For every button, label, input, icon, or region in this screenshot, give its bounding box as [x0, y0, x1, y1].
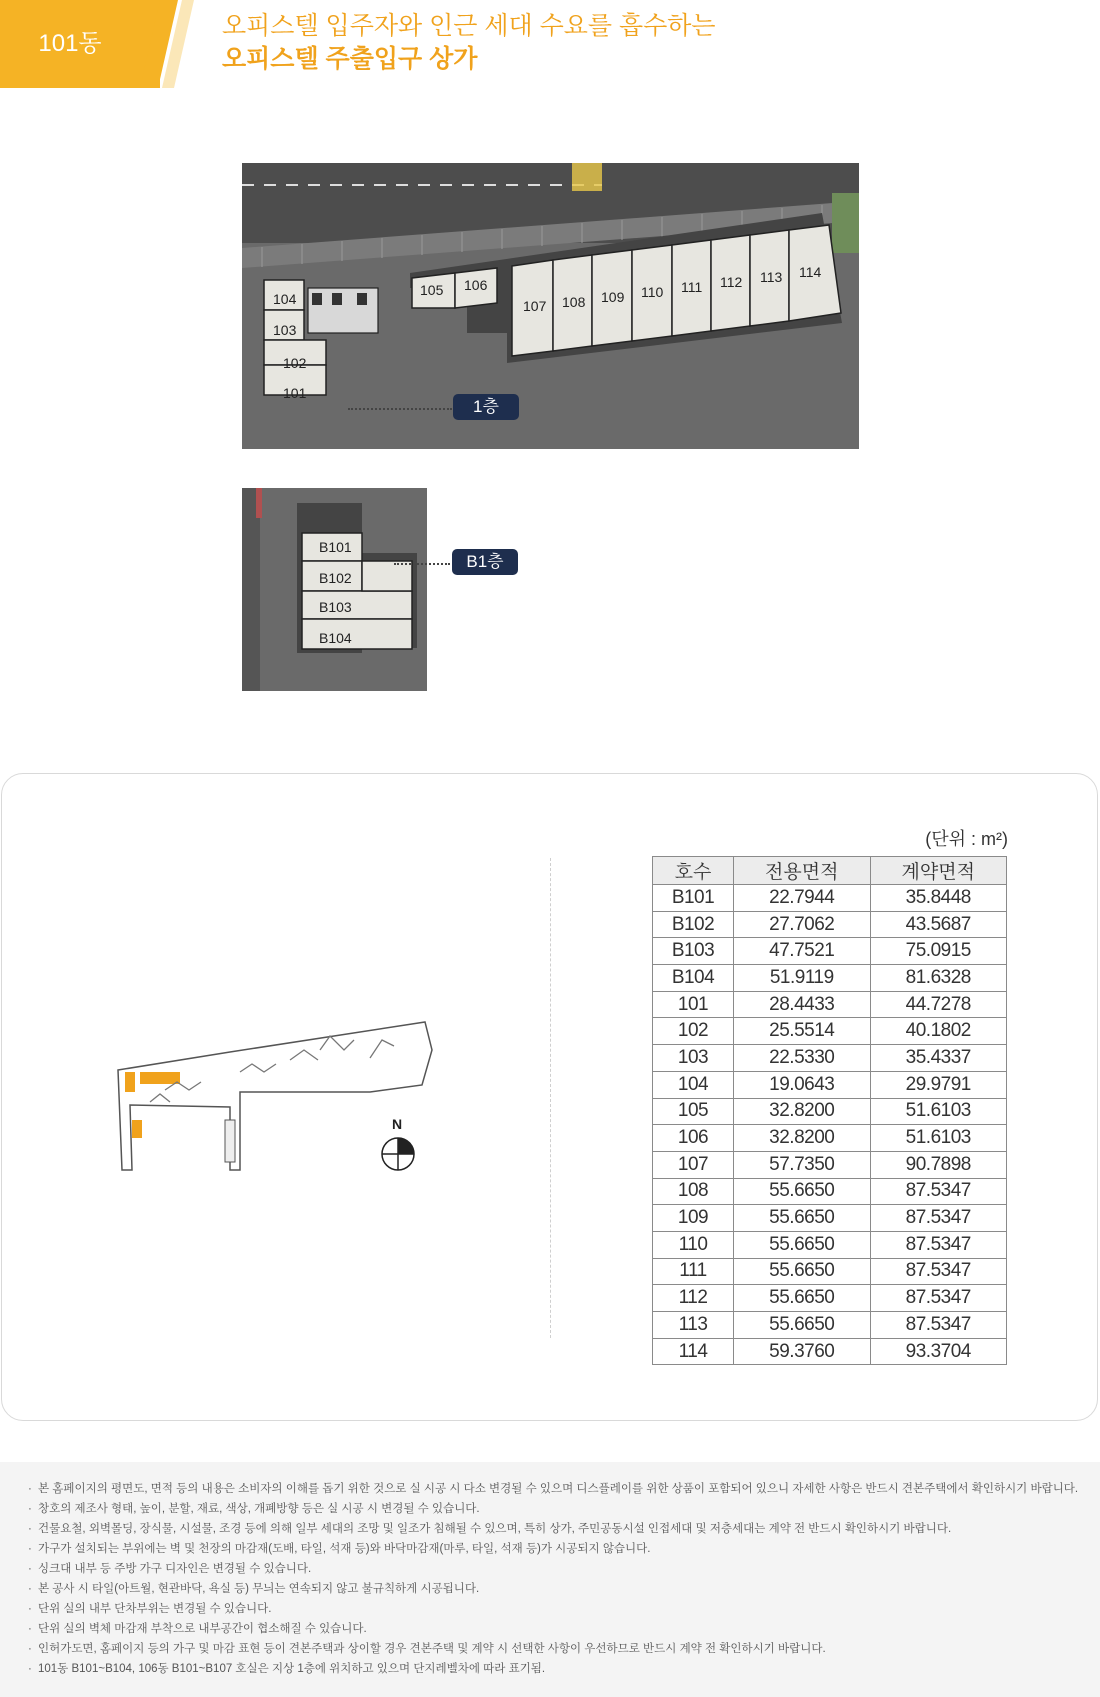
panel-divider — [550, 858, 551, 1338]
table-row — [653, 1178, 1007, 1205]
unit-cell: 109 — [653, 1205, 734, 1232]
unit-cell: 113 — [653, 1312, 734, 1339]
contract-area-cell: 90.7898 — [870, 1151, 1007, 1178]
table-row — [653, 1018, 1007, 1045]
contract-area-cell: 87.5347 — [870, 1178, 1007, 1205]
headline-line-1: 오피스텔 입주자와 인근 세대 수요를 흡수하는 — [222, 12, 716, 40]
table-header-row — [653, 857, 1007, 885]
unit-110-label: 110 — [641, 284, 664, 300]
floorB1-plan — [242, 488, 427, 691]
contract-area-cell: 40.1802 — [870, 1018, 1007, 1045]
unit-104-label: 104 — [273, 291, 297, 307]
unit-cell: 105 — [653, 1098, 734, 1125]
exclusive-area-cell: 28.4433 — [734, 991, 871, 1018]
note-item: · 건물요철, 외벽몰딩, 장식물, 시설물, 조경 등에 의해 일부 세대의 조망 및 일조가 침해될 수 있으며, 특히 상가, 주민공동시설 인접세대 및 저층세대는 계약 전 반드시 확인하시기 바랍니다. — [28, 1519, 1100, 1539]
table-row — [653, 1312, 1007, 1339]
exclusive-area-cell: 27.7062 — [734, 911, 871, 938]
unit-label: (단위 : m²) — [925, 829, 1008, 849]
table-row — [653, 885, 1007, 912]
unit-cell: B104 — [653, 965, 734, 992]
unit-108-label: 108 — [562, 294, 586, 310]
headline-line-2: 오피스텔 주출입구 상가 — [222, 45, 478, 73]
table-row — [653, 1205, 1007, 1232]
exclusive-area-cell: 55.6650 — [734, 1178, 871, 1205]
floor1-tag: 1층 — [453, 394, 519, 420]
contract-area-cell: 87.5347 — [870, 1312, 1007, 1339]
unit-cell: 114 — [653, 1338, 734, 1365]
note-item: · 창호의 제조사 형태, 높이, 분할, 재료, 색상, 개폐방향 등은 실 시공 시 변경될 수 있습니다. — [28, 1499, 1100, 1519]
note-item: · 본 홈페이지의 평면도, 면적 등의 내용은 소비자의 이해를 돕기 위한 것으로 실 시공 시 다소 변경될 수 있으며 디스플레이를 위한 상품이 포함되어 있으니 자세한 사항은 반드시 견본주택에서 확인하시기 바랍니다. — [28, 1479, 1100, 1499]
unit-cell: B102 — [653, 911, 734, 938]
unit-cell: 103 — [653, 1045, 734, 1072]
contract-area-cell: 81.6328 — [870, 965, 1007, 992]
exclusive-area-cell: 57.7350 — [734, 1151, 871, 1178]
unit-cell: 108 — [653, 1178, 734, 1205]
unit-cell: 107 — [653, 1151, 734, 1178]
table-row — [653, 991, 1007, 1018]
unit-cell: 101 — [653, 991, 734, 1018]
contract-area-cell: 75.0915 — [870, 938, 1007, 965]
unit-cell: B103 — [653, 938, 734, 965]
floorB1-leader-line — [394, 563, 450, 565]
floorB1-tag: B1층 — [452, 549, 518, 575]
col-exclusive-area-header: 전용면적 — [734, 857, 871, 885]
exclusive-area-cell: 47.7521 — [734, 938, 871, 965]
unit-cell: 110 — [653, 1231, 734, 1258]
unit-102-label: 102 — [283, 355, 307, 371]
badge-stripe — [138, 0, 198, 88]
unit-cell: 106 — [653, 1125, 734, 1152]
contract-area-cell: 35.8448 — [870, 885, 1007, 912]
note-item: · 가구가 설치되는 부위에는 벽 및 천장의 마감재(도배, 타일, 석재 등)와 바닥마감재(마루, 타일, 석재 등)가 시공되지 않습니다. — [28, 1539, 1100, 1559]
col-unit-header: 호수 — [653, 857, 734, 885]
exclusive-area-cell: 59.3760 — [734, 1338, 871, 1365]
note-item: · 단위 실의 벽체 마감재 부착으로 내부공간이 협소해질 수 있습니다. — [28, 1619, 1100, 1639]
table-row — [653, 938, 1007, 965]
unit-105-label: 105 — [420, 282, 444, 298]
exclusive-area-cell: 32.8200 — [734, 1098, 871, 1125]
contract-area-cell: 93.3704 — [870, 1338, 1007, 1365]
contract-area-cell: 51.6103 — [870, 1098, 1007, 1125]
note-item: · 101동 B101~B104, 106동 B101~B107 호실은 지상 1층에 위치하고 있으며 단지레벨차에 따라 표기됨. — [28, 1659, 1100, 1679]
unit-112-label: 112 — [720, 274, 743, 290]
table-row — [653, 965, 1007, 992]
table-row — [653, 1231, 1007, 1258]
building-label: 101동 — [38, 30, 102, 57]
exclusive-area-cell: 22.5330 — [734, 1045, 871, 1072]
table-row — [653, 1045, 1007, 1072]
table-row — [653, 1285, 1007, 1312]
contract-area-cell: 43.5687 — [870, 911, 1007, 938]
exclusive-area-cell: 55.6650 — [734, 1312, 871, 1339]
exclusive-area-cell: 55.6650 — [734, 1205, 871, 1232]
unit-b101-label: B101 — [319, 539, 352, 555]
area-table — [652, 856, 1007, 1365]
unit-b104-label: B104 — [319, 630, 352, 646]
unit-cell: 102 — [653, 1018, 734, 1045]
unit-101-label: 101 — [283, 385, 307, 401]
contract-area-cell: 87.5347 — [870, 1205, 1007, 1232]
contract-area-cell: 87.5347 — [870, 1231, 1007, 1258]
unit-cell: 111 — [653, 1258, 734, 1285]
table-row — [653, 1338, 1007, 1365]
contract-area-cell: 87.5347 — [870, 1258, 1007, 1285]
note-item: · 본 공사 시 타일(아트월, 현관바닥, 욕실 등) 무늬는 연속되지 않고 불규칙하게 시공됩니다. — [28, 1579, 1100, 1599]
table-row — [653, 1125, 1007, 1152]
unit-b103-label: B103 — [319, 599, 352, 615]
unit-cell: 112 — [653, 1285, 734, 1312]
col-contract-area-header: 계약면적 — [870, 857, 1007, 885]
exclusive-area-cell: 55.6650 — [734, 1258, 871, 1285]
exclusive-area-cell: 55.6650 — [734, 1231, 871, 1258]
table-row — [653, 1098, 1007, 1125]
note-item: · 단위 실의 내부 단차부위는 변경될 수 있습니다. — [28, 1599, 1100, 1619]
exclusive-area-cell: 19.0643 — [734, 1071, 871, 1098]
unit-111-label: 111 — [681, 279, 703, 295]
unit-b102-label: B102 — [319, 570, 352, 586]
disclaimer-notes — [0, 1462, 1100, 1697]
unit-109-label: 109 — [601, 289, 625, 305]
page-headline — [222, 10, 716, 76]
floor1-leader-line — [348, 408, 452, 410]
exclusive-area-cell: 22.7944 — [734, 885, 871, 912]
contract-area-cell: 87.5347 — [870, 1285, 1007, 1312]
compass-icon — [380, 1136, 416, 1172]
unit-107-label: 107 — [523, 298, 547, 314]
note-item: · 싱크대 내부 등 주방 가구 디자인은 변경될 수 있습니다. — [28, 1559, 1100, 1579]
exclusive-area-cell: 55.6650 — [734, 1285, 871, 1312]
table-row — [653, 1071, 1007, 1098]
note-item: · 인허가도면, 홈페이지 등의 가구 및 마감 표현 등이 견본주택과 상이할 경우 견본주택 및 계약 시 선택한 사항이 우선하므로 반드시 계약 전 확인하시기 바랍니다. — [28, 1639, 1100, 1659]
unit-cell: 104 — [653, 1071, 734, 1098]
unit-106-label: 106 — [464, 277, 488, 293]
unit-103-label: 103 — [273, 322, 297, 338]
exclusive-area-cell: 25.5514 — [734, 1018, 871, 1045]
contract-area-cell: 29.9791 — [870, 1071, 1007, 1098]
table-row — [653, 911, 1007, 938]
exclusive-area-cell: 32.8200 — [734, 1125, 871, 1152]
unit-114-label: 114 — [799, 264, 822, 280]
exclusive-area-cell: 51.9119 — [734, 965, 871, 992]
table-row — [653, 1258, 1007, 1285]
floor1-plan — [242, 163, 859, 449]
unit-cell: B101 — [653, 885, 734, 912]
contract-area-cell: 35.4337 — [870, 1045, 1007, 1072]
contract-area-cell: 51.6103 — [870, 1125, 1007, 1152]
unit-113-label: 113 — [760, 269, 783, 285]
north-label: N — [392, 1116, 403, 1132]
contract-area-cell: 44.7278 — [870, 991, 1007, 1018]
table-row — [653, 1151, 1007, 1178]
